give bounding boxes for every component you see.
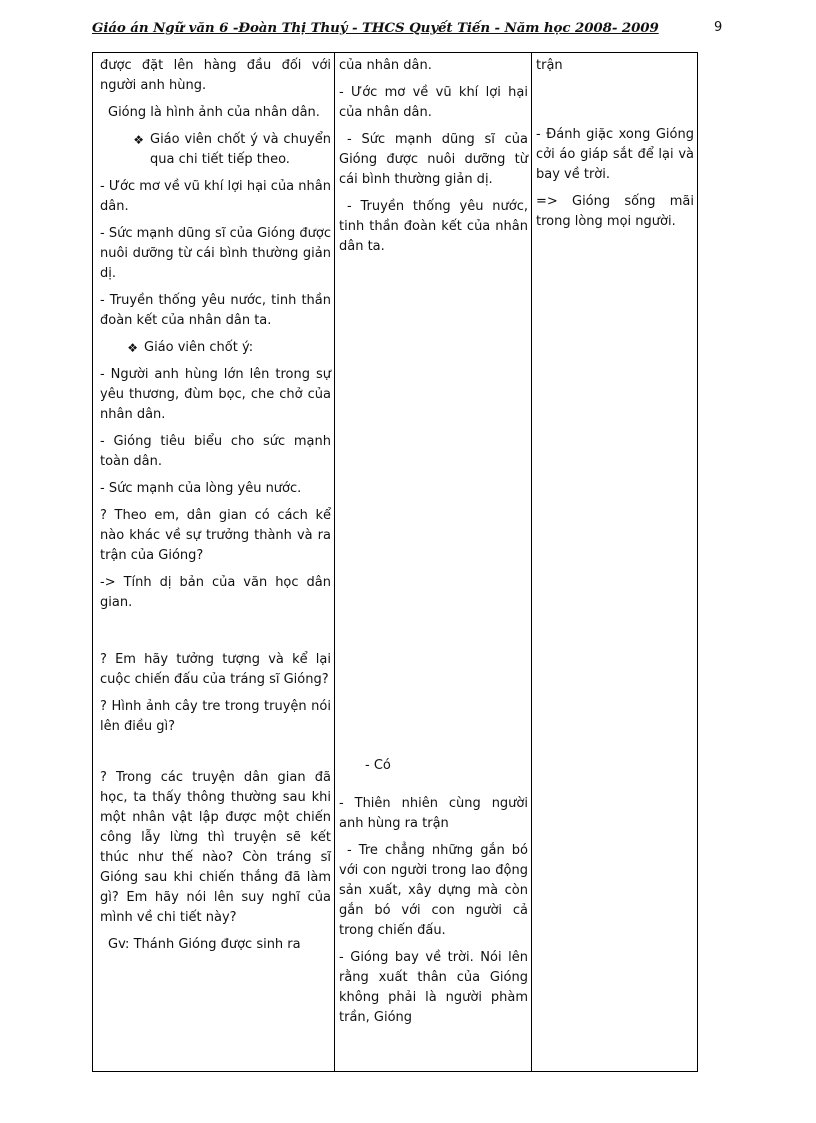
bullet-item [114,338,331,358]
bullet-text: Giáo viên chốt ý: [144,340,254,355]
page-header [92,16,732,42]
text-paragraph: trận [536,58,563,73]
text-paragraph: - Gióng tiêu biểu cho sức mạnh toàn dân. [100,434,331,469]
bullet-item [120,130,331,170]
text-paragraph: - Có [365,758,391,773]
text-paragraph: - Gióng bay về trời. Nói lên rằng xuất thân của Gióng không phải là người phàm trần, Gióng [339,950,528,1025]
question-paragraph: ? Em hãy tưởng tượng và kể lại cuộc chiến đấu của tráng sĩ Gióng? [100,652,331,687]
diamond-bullet-icon: ❖ [133,133,144,147]
content-column [532,53,697,1071]
student-activity-column [335,53,531,1071]
teacher-activity-column [93,53,334,1071]
lesson-table [92,52,698,1072]
question-paragraph: ? Trong các truyện dân gian đã học, ta thấy thông thường sau khi một nhân vật lập được một chiến công lẫy lừng thì truyện sẽ kết thúc như thế nào? Còn tráng sĩ Gióng sau khi chiến thắng đã làm gì? Em hãy nói lên suy nghĩ của mình về chi tiết này? [100,770,331,925]
text-paragraph: của nhân dân. [339,58,432,73]
text-paragraph: - Truyền thống yêu nước, tinh thần đoàn kết của nhân dân ta. [339,199,528,254]
text-paragraph: => Gióng sống mãi trong lòng mọi người. [536,194,694,229]
text-paragraph: Gióng là hình ảnh của nhân dân. [108,105,320,120]
page-number: 9 [714,20,723,35]
text-paragraph: được đặt lên hàng đầu đối với người anh hùng. [100,58,331,93]
bullet-text: Giáo viên chốt ý và chuyển qua chi tiết tiếp theo. [150,132,331,167]
text-paragraph: - Tre chẳng những gắn bó với con người trong lao động sản xuất, xây dựng mà còn gắn bó với con người cả trong chiến đấu. [339,843,528,938]
text-paragraph: - Truyền thống yêu nước, tinh thần đoàn kết của nhân dân ta. [100,293,331,328]
text-paragraph: - Người anh hùng lớn lên trong sự yêu thương, đùm bọc, che chở của nhân dân. [100,367,331,422]
text-paragraph: - Đánh giặc xong Gióng cởi áo giáp sắt để lại và bay về trời. [536,127,694,182]
header-title: Giáo án Ngữ văn 6 -Đoàn Thị Thuý - THCS Quyết Tiến - Năm học 2008- 2009 [92,20,659,36]
text-paragraph: - Sức mạnh dũng sĩ của Gióng được nuôi dưỡng từ cái bình thường giản dị. [100,226,331,281]
question-paragraph: ? Theo em, dân gian có cách kể nào khác về sự trưởng thành và ra trận của Gióng? [100,508,331,563]
text-paragraph: -> Tính dị bản của văn học dân gian. [100,575,331,610]
text-paragraph: Gv: Thánh Gióng được sinh ra [108,937,301,952]
text-paragraph: - Ước mơ về vũ khí lợi hại của nhân dân. [100,179,331,214]
text-paragraph: - Thiên nhiên cùng người anh hùng ra trận [339,796,528,831]
text-paragraph: - Ước mơ về vũ khí lợi hại của nhân dân. [339,85,528,120]
text-paragraph: - Sức mạnh của lòng yêu nước. [100,481,302,496]
diamond-bullet-icon: ❖ [127,341,138,355]
question-paragraph: ? Hình ảnh cây tre trong truyện nói lên điều gì? [100,699,331,734]
text-paragraph: - Sức mạnh dũng sĩ của Gióng được nuôi dưỡng từ cái bình thường giản dị. [339,132,528,187]
